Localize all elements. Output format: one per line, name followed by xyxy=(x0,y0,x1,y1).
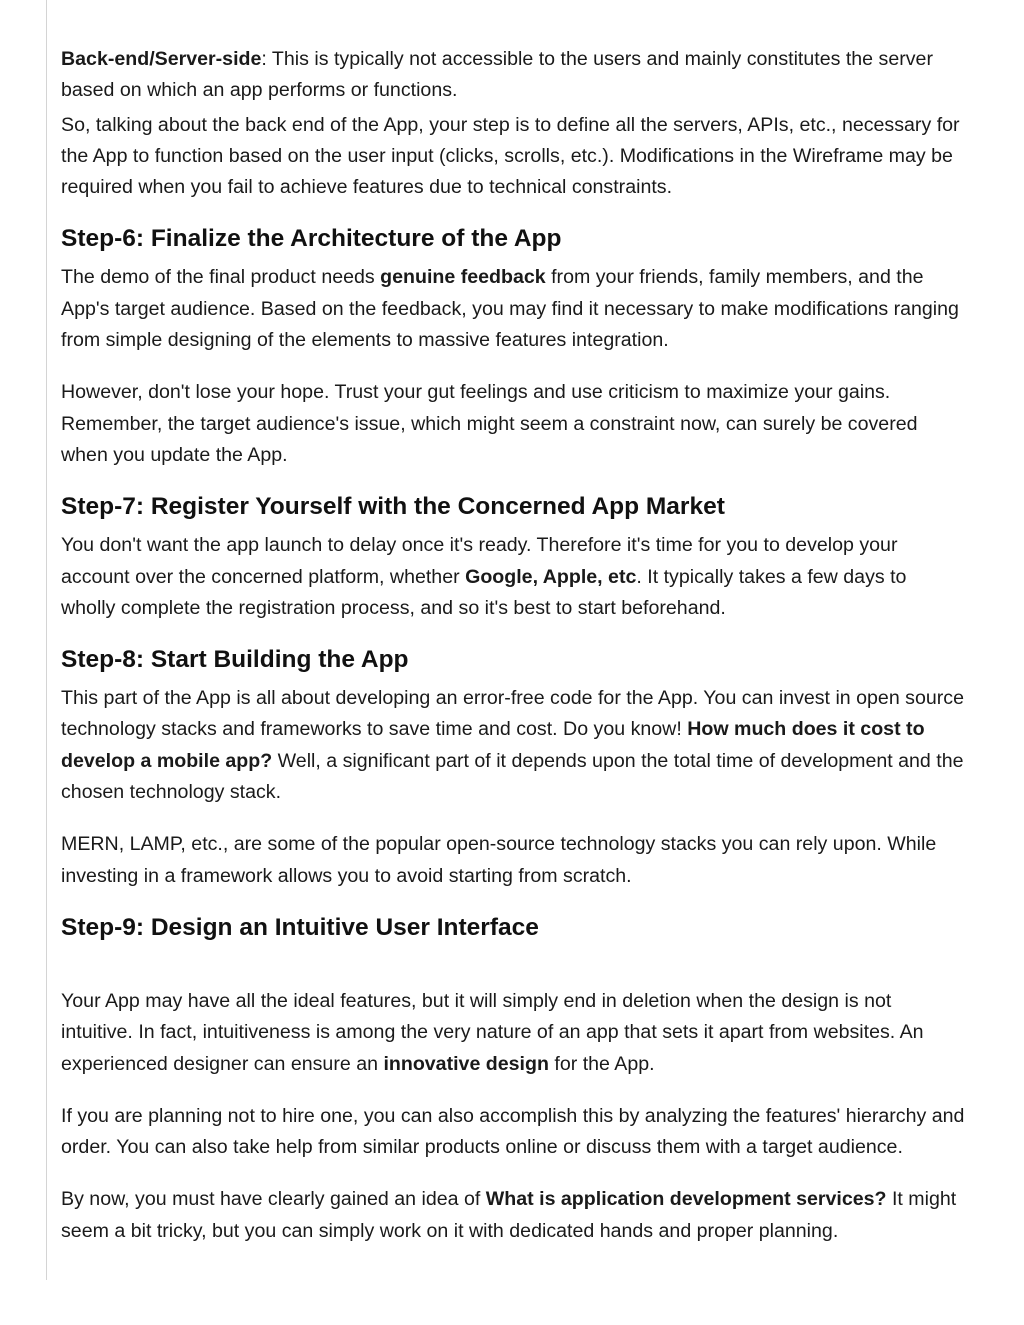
step9-p3-bold: What is application development services? xyxy=(485,1188,887,1211)
step6-p1-text: The demo of the final product needs xyxy=(61,266,381,289)
step8-p1-text-end: Well, a significant part of it depends upon the total time of development and the chosen technology stack. xyxy=(61,749,964,804)
step7-p1-bold: Google, Apple, etc xyxy=(465,565,637,588)
step6-p1-text-end: from your friends, family members, and the App's target audience. Based on the feedback, you may find it necessary to make modifications ranging from simple designing of the elements to massive features integration. xyxy=(61,266,959,352)
step9-p1-text: Your App may have all the ideal features, but it will simply end in deletion when the design is not intuitive. In fact, intuitiveness is among the very nature of an app that sets it apart from websites. An experienced designer can ensure an xyxy=(61,989,924,1075)
backend-text: : This is typically not accessible to the users and mainly constitutes the server based on which an app performs or functions. xyxy=(61,48,933,102)
step9-heading: Step-9: Design an Intuitive User Interface xyxy=(61,913,539,941)
step6-paragraph-2: However, don't lose your hope. Trust your gut feelings and use criticism to maximize your gains. Remember, the target audience's issue, which might seem a constraint now, can surely be covered when you update the App. xyxy=(61,381,918,466)
step9-p3-text-end: It might seem a bit tricky, but you can simply work on it with dedicated hands and proper planning. xyxy=(61,1188,957,1242)
step6-p1-bold: genuine feedback xyxy=(380,266,546,289)
step7-heading: Step-7: Register Yourself with the Concerned App Market xyxy=(61,493,725,521)
backend-label: Back-end/Server-side xyxy=(61,48,262,70)
step9-p3-text: By now, you must have clearly gained an idea of xyxy=(61,1188,486,1211)
step7-p1-text: You don't want the app launch to delay once it's ready. Therefore it's time for you to develop your account over the concerned platform, whether xyxy=(61,534,898,588)
step9-paragraph-3 xyxy=(61,1184,966,1247)
step9-paragraph-1 xyxy=(61,986,966,1080)
step6-paragraph-1 xyxy=(61,262,966,356)
article-body xyxy=(61,44,966,1280)
step9-p1-text-end: for the App. xyxy=(548,1052,655,1075)
step9-spacer xyxy=(61,951,966,986)
step8-heading: Step-8: Start Building the App xyxy=(61,646,409,674)
step9-paragraph-2: If you are planning not to hire one, you can also accomplish this by analyzing the features' hierarchy and order. You can also take help from similar products online or discuss them with a target audience. xyxy=(61,1104,965,1159)
step7-p1-text-end: . It typically takes a few days to wholly complete the registration process, and so it's best to start beforehand. xyxy=(61,565,907,619)
step8-paragraph-1 xyxy=(61,683,966,808)
step9-p1-bold: innovative design xyxy=(383,1052,549,1075)
step8-p1-bold: How much does it cost to develop a mobile app? xyxy=(61,718,925,772)
backend-paragraph xyxy=(61,44,966,107)
step8-paragraph-2: MERN, LAMP, etc., are some of the popular open-source technology stacks you can rely upon. While investing in a framework allows you to avoid starting from scratch. xyxy=(61,833,937,887)
step7-paragraph-1 xyxy=(61,530,966,624)
left-margin-rule xyxy=(46,0,47,1280)
step8-p1-text: This part of the App is all about developing an error-free code for the App. You can invest in open source technology stacks and frameworks to save time and cost. Do you know! xyxy=(61,687,964,741)
backend-followup-paragraph: So, talking about the back end of the App, your step is to define all the servers, APIs, etc., necessary for the App to function based on the user input (clicks, scrolls, etc.). Modifications in the Wireframe may be required when you fail to achieve features due to technical constraints. xyxy=(61,113,960,199)
step6-heading: Step-6: Finalize the Architecture of the App xyxy=(61,225,562,253)
